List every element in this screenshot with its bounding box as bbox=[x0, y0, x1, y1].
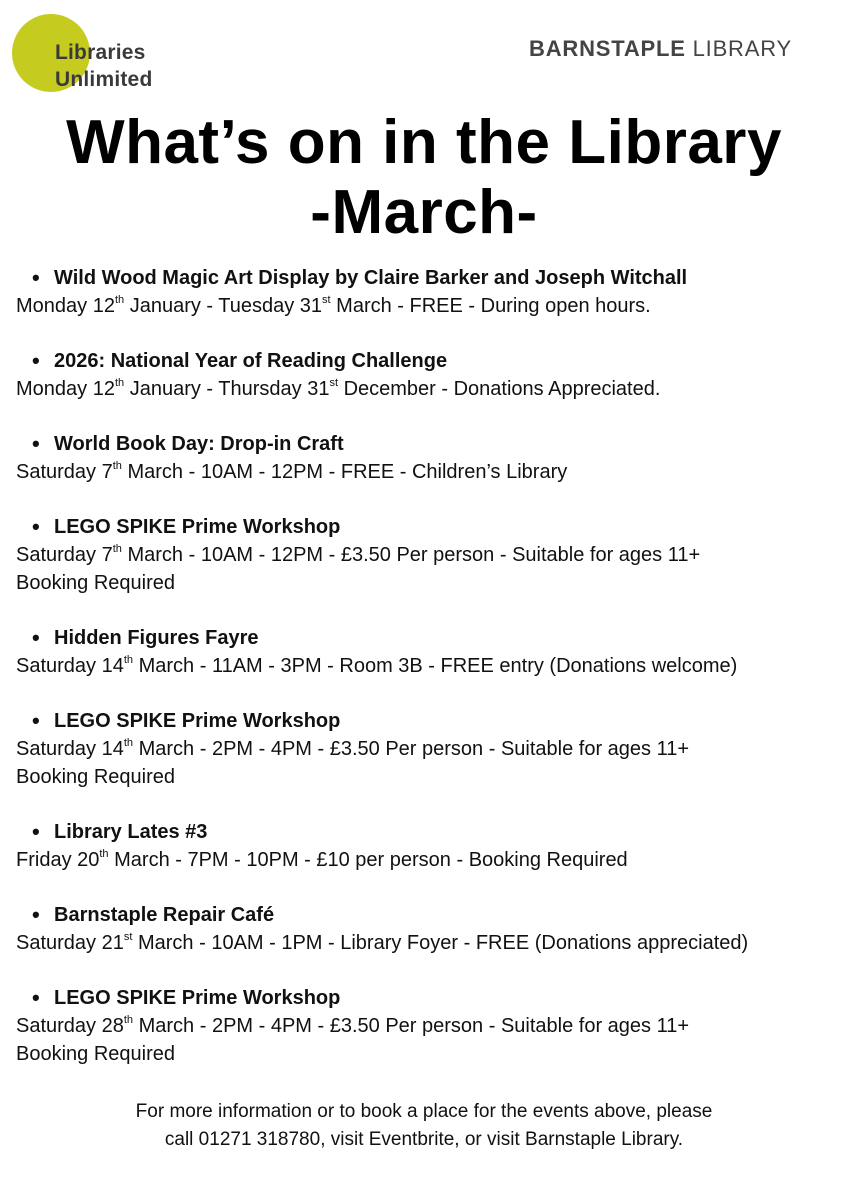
event-title: • Hidden Figures Fayre bbox=[16, 624, 832, 652]
event-title: • 2026: National Year of Reading Challenge bbox=[16, 347, 832, 375]
event-item bbox=[16, 624, 832, 680]
branch-name-bold: BARNSTAPLE bbox=[529, 36, 686, 61]
event-booking-note: Booking Required bbox=[16, 572, 175, 594]
events-list bbox=[16, 264, 832, 1095]
footer-line-2: call 01271 318780, visit Eventbrite, or visit Barnstaple Library. bbox=[164, 1129, 684, 1150]
event-item bbox=[16, 901, 832, 957]
event-item bbox=[16, 707, 832, 791]
event-title: • Wild Wood Magic Art Display by Claire Barker and Joseph Witchall bbox=[16, 264, 832, 292]
event-title: • LEGO SPIKE Prime Workshop bbox=[16, 984, 832, 1012]
event-title: • LEGO SPIKE Prime Workshop bbox=[16, 513, 832, 541]
event-item bbox=[16, 984, 832, 1068]
branch-name-light: LIBRARY bbox=[692, 36, 792, 61]
event-title: • LEGO SPIKE Prime Workshop bbox=[16, 707, 832, 735]
logo-line-2: Unlimited bbox=[55, 68, 153, 91]
footer-info bbox=[0, 1098, 848, 1154]
page-title-line-2: -March- bbox=[310, 178, 538, 247]
event-title: • Library Lates #3 bbox=[16, 818, 832, 846]
page-title-line-1: What’s on in the Library bbox=[66, 108, 782, 177]
logo-line-1: Libraries bbox=[55, 41, 146, 64]
event-item bbox=[16, 264, 832, 320]
event-booking-note: Booking Required bbox=[16, 766, 175, 788]
footer-line-1: For more information or to book a place for the events above, please bbox=[135, 1101, 713, 1122]
event-title: • Barnstaple Repair Café bbox=[16, 901, 832, 929]
event-item bbox=[16, 347, 832, 403]
event-item bbox=[16, 513, 832, 597]
event-detail: Friday 20th March - 7PM - 10PM - £10 per person - Booking Required bbox=[16, 848, 628, 871]
event-detail: Saturday 7th March - 10AM - 12PM - £3.50 Per person - Suitable for ages 11+ bbox=[16, 543, 701, 566]
event-booking-note: Booking Required bbox=[16, 1043, 175, 1065]
event-detail: Saturday 28th March - 2PM - 4PM - £3.50 Per person - Suitable for ages 11+ bbox=[16, 1014, 690, 1037]
branch-name bbox=[529, 36, 792, 62]
event-detail: Saturday 14th March - 2PM - 4PM - £3.50 Per person - Suitable for ages 11+ bbox=[16, 737, 690, 760]
event-detail: Monday 12th January - Thursday 31st December - Donations Appreciated. bbox=[16, 377, 661, 400]
event-item bbox=[16, 430, 832, 486]
event-detail: Saturday 7th March - 10AM - 12PM - FREE - Children’s Library bbox=[16, 460, 568, 483]
event-title: • World Book Day: Drop-in Craft bbox=[16, 430, 832, 458]
event-detail: Saturday 21st March - 10AM - 1PM - Library Foyer - FREE (Donations appreciated) bbox=[16, 931, 749, 954]
page-title bbox=[0, 108, 848, 248]
event-item bbox=[16, 818, 832, 874]
event-detail: Monday 12th January - Tuesday 31st March - FREE - During open hours. bbox=[16, 294, 651, 317]
libraries-unlimited-logo bbox=[12, 14, 153, 94]
event-detail: Saturday 14th March - 11AM - 3PM - Room 3B - FREE entry (Donations welcome) bbox=[16, 654, 738, 677]
